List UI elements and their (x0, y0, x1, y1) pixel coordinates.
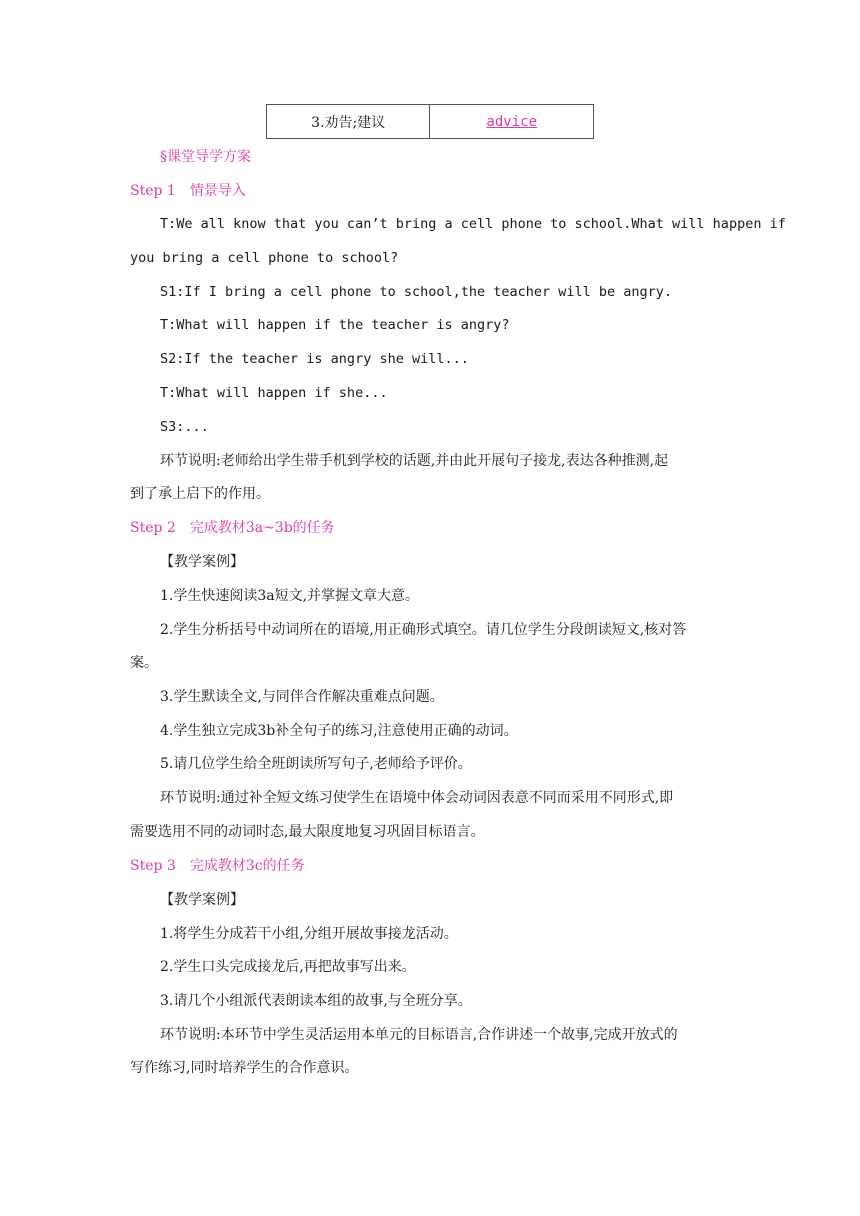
step3-note-line-1: 环节说明:本环节中学生灵活运用本单元的目标语言,合作讲述一个故事,完成开放式的 (160, 1027, 678, 1043)
step1-line-7: S3:... (160, 419, 209, 435)
step2-item-1: 1.学生快速阅读3a短文,并掌握文章大意。 (160, 588, 420, 604)
table-cell-answer (430, 105, 594, 139)
step1-heading: Step 1 情景导入 (130, 183, 246, 199)
step3-item-2: 2.学生口头完成接龙后,再把故事写出来。 (160, 959, 416, 975)
step2-note-line-2: 需要选用不同的动词时态,最大限度地复习巩固目标语言。 (130, 824, 485, 840)
step2-heading: Step 2 完成教材3a~3b的任务 (130, 520, 335, 536)
step2-item-2: 2.学生分析括号中动词所在的语境,用正确形式填空。请几位学生分段朗读短文,核对答 (160, 622, 687, 638)
step2-case-label: 【教学案例】 (160, 554, 244, 570)
step1-line-5: S2:If the teacher is angry she will... (160, 351, 469, 367)
section-title: §课堂导学方案 (160, 149, 251, 165)
step2-item-5: 5.请几位学生给全班朗读所写句子,老师给予评价。 (160, 756, 472, 772)
answer-advice: advice (486, 113, 537, 130)
step1-note-line-1: 环节说明:老师给出学生带手机到学校的话题,并由此开展句子接龙,表达各种推测,起 (160, 453, 669, 469)
step1-line-1: T:We all know that you can’t bring a cell phone to school.What will happen if (160, 216, 786, 232)
step1-line-6: T:What will happen if she... (160, 385, 388, 401)
step2-note-line-1: 环节说明:通过补全短文练习使学生在语境中体会动词因表意不同而采用不同形式,即 (160, 790, 674, 806)
step3-item-3: 3.请几个小组派代表朗读本组的故事,与全班分享。 (160, 993, 472, 1009)
vocab-table (266, 104, 594, 139)
step3-note-line-2: 写作练习,同时培养学生的合作意识。 (130, 1060, 359, 1076)
step2-item-3: 3.学生默读全文,与同伴合作解决重难点问题。 (160, 689, 444, 705)
table-row (267, 105, 594, 139)
step3-heading: Step 3 完成教材3c的任务 (130, 858, 305, 874)
step2-item-2-cont: 案。 (130, 655, 158, 671)
step2-item-4: 4.学生独立完成3b补全句子的练习,注意使用正确的动词。 (160, 723, 518, 739)
step1-line-2: you bring a cell phone to school? (130, 250, 399, 266)
step3-case-label: 【教学案例】 (160, 892, 244, 908)
step1-line-4: T:What will happen if the teacher is angry? (160, 317, 510, 333)
step3-item-1: 1.将学生分成若干小组,分组开展故事接龙活动。 (160, 926, 458, 942)
step1-note-line-2: 到了承上启下的作用。 (130, 486, 270, 502)
step1-line-3: S1:If I bring a cell phone to school,the teacher will be angry. (160, 284, 673, 300)
table-cell-label: 3.劝告;建议 (267, 105, 430, 139)
